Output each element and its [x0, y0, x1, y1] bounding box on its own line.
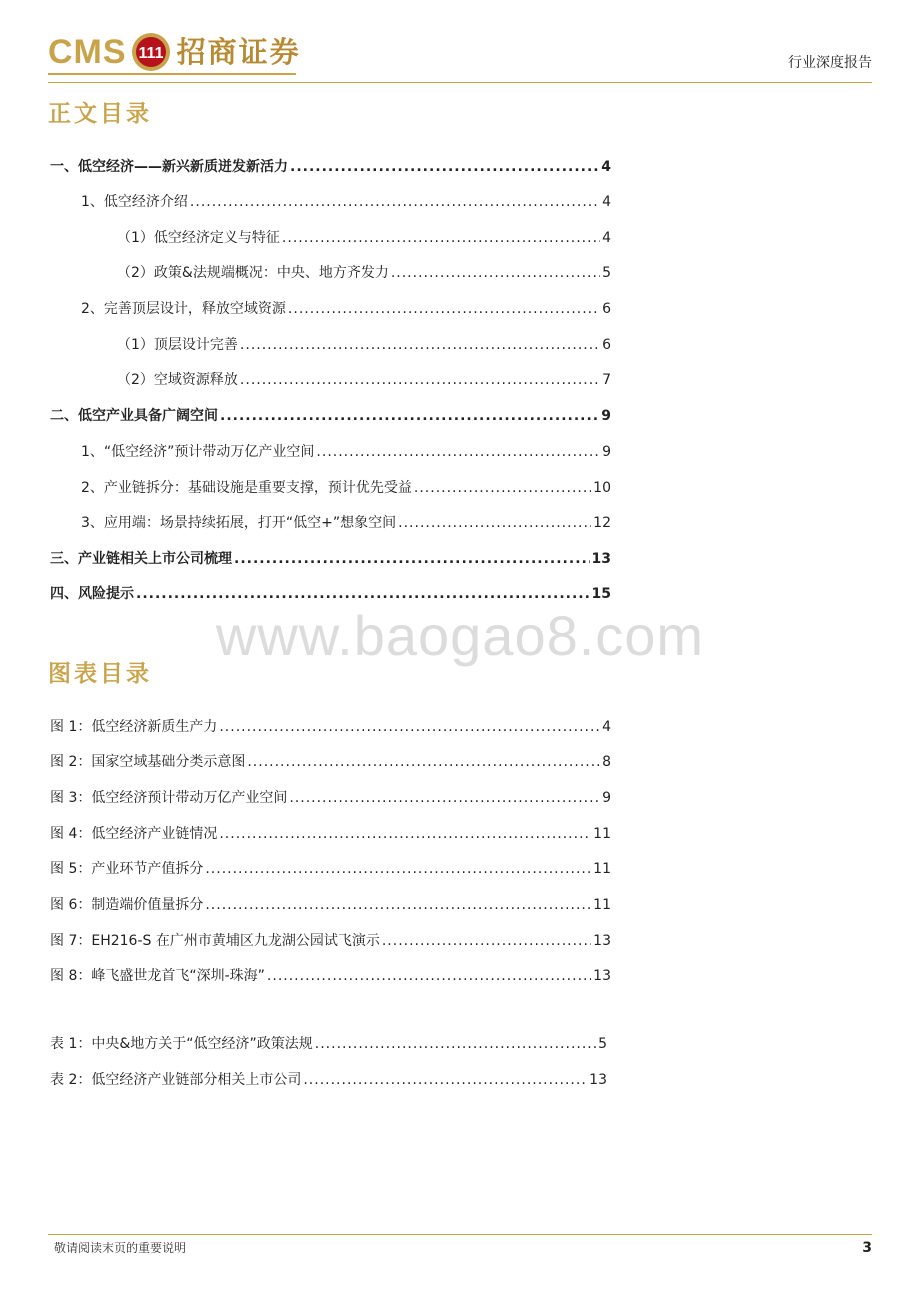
- toc-entry-page: 9: [602, 444, 611, 460]
- leader-dots: [267, 967, 591, 985]
- logo-badge-text: 111: [138, 45, 164, 62]
- leader-dots: [315, 1035, 596, 1053]
- figure-entry[interactable]: [50, 718, 611, 736]
- toc-entry-label: 一、低空经济——新兴新质迸发新活力: [50, 159, 288, 175]
- toc-entry[interactable]: [81, 514, 611, 532]
- leader-dots: [190, 193, 600, 211]
- toc-entry-page: 4: [602, 194, 611, 210]
- figure-entry[interactable]: [50, 967, 611, 985]
- leader-dots: [303, 1071, 587, 1089]
- watermark: www.baogao8.com: [215, 604, 705, 667]
- toc-entry-page: 4: [601, 159, 611, 175]
- table-entry[interactable]: [50, 1035, 607, 1053]
- toc-entry-page: 5: [602, 265, 611, 281]
- leader-dots: [290, 158, 599, 176]
- figures-title: 图表目录: [48, 660, 152, 687]
- figure-entry-page: 13: [593, 968, 611, 984]
- figure-entry[interactable]: [50, 789, 611, 807]
- leader-dots: [282, 229, 600, 247]
- toc-entry-label: 四、风险提示: [50, 586, 134, 602]
- leader-dots: [205, 896, 591, 914]
- leader-dots: [247, 753, 600, 771]
- figure-entry-page: 9: [602, 790, 611, 806]
- logo-underline: [48, 73, 296, 75]
- toc-entry-label: （1）顶层设计完善: [117, 337, 238, 353]
- figure-entry-label: 图 5：产业环节产值拆分: [50, 861, 204, 877]
- toc-entry-label: 1、“低空经济”预计带动万亿产业空间: [81, 444, 315, 460]
- cms-logo: [48, 30, 301, 74]
- toc-entry-page: 10: [593, 480, 611, 496]
- leader-dots: [219, 718, 600, 736]
- toc-entry[interactable]: [50, 158, 611, 176]
- figure-entry-label: 图 2：国家空域基础分类示意图: [50, 754, 246, 770]
- toc-entry-label: 三、产业链相关上市公司梳理: [50, 551, 232, 567]
- toc-entry-page: 15: [591, 586, 611, 602]
- report-type: 行业深度报告: [788, 55, 872, 71]
- toc-entry-page: 12: [593, 515, 611, 531]
- leader-dots: [288, 300, 600, 318]
- toc-entry[interactable]: [50, 585, 611, 603]
- figure-entry[interactable]: [50, 896, 611, 914]
- toc-entry[interactable]: [81, 443, 611, 461]
- figure-entry-label: 图 4：低空经济产业链情况: [50, 826, 218, 842]
- toc-entry-label: 2、完善顶层设计，释放空域资源: [81, 301, 286, 317]
- figure-entry-label: 图 3：低空经济预计带动万亿产业空间: [50, 790, 288, 806]
- leader-dots: [316, 443, 600, 461]
- toc-entry[interactable]: [81, 193, 611, 211]
- page-number: 3: [862, 1240, 872, 1256]
- logo-cms-text: CMS: [48, 33, 127, 71]
- toc-entry-label: （1）低空经济定义与特征: [117, 230, 280, 246]
- leader-dots: [382, 932, 591, 950]
- leader-dots: [414, 479, 591, 497]
- leader-dots: [240, 371, 600, 389]
- figure-entry-label: 图 8：峰飞盛世龙首飞“深圳-珠海”: [50, 968, 265, 984]
- toc-entry[interactable]: [81, 479, 611, 497]
- table-entry-label: 表 2：低空经济产业链部分相关上市公司: [50, 1072, 302, 1088]
- figure-entry-label: 图 1：低空经济新质生产力: [50, 719, 218, 735]
- leader-dots: [219, 825, 591, 843]
- figure-entry-page: 11: [593, 861, 611, 877]
- figure-entry-page: 4: [602, 719, 611, 735]
- leader-dots: [289, 789, 600, 807]
- toc-entry[interactable]: [117, 264, 611, 282]
- toc-entry-label: 1、低空经济介绍: [81, 194, 188, 210]
- table-entry-page: 5: [598, 1036, 607, 1052]
- figure-entry[interactable]: [50, 932, 611, 950]
- toc-title: 正文目录: [48, 100, 152, 127]
- leader-dots: [205, 860, 591, 878]
- footer-note: 敬请阅读末页的重要说明: [54, 1241, 187, 1255]
- leader-dots: [391, 264, 600, 282]
- footer-divider: [48, 1234, 872, 1235]
- figure-entry-page: 11: [593, 826, 611, 842]
- figure-entry-label: 图 7：EH216-S 在广州市黄埔区九龙湖公园试飞演示: [50, 933, 380, 949]
- figure-entry-label: 图 6：制造端价值量拆分: [50, 897, 204, 913]
- toc-entry[interactable]: [117, 371, 611, 389]
- toc-entry[interactable]: [117, 336, 611, 354]
- page-header: [0, 0, 920, 84]
- toc-entry-label: 2、产业链拆分：基础设施是重要支撑，预计优先受益: [81, 480, 412, 496]
- figure-entry[interactable]: [50, 753, 611, 771]
- table-entry-label: 表 1：中央&地方关于“低空经济”政策法规: [50, 1036, 313, 1052]
- leader-dots: [234, 550, 590, 568]
- toc-entry[interactable]: [81, 300, 611, 318]
- toc-entry-label: 二、低空产业具备广阔空间: [50, 408, 218, 424]
- figure-entry-page: 8: [602, 754, 611, 770]
- leader-dots: [136, 585, 590, 603]
- toc-entry-label: （2）空域资源释放: [117, 372, 238, 388]
- figure-entry[interactable]: [50, 825, 611, 843]
- logo-badge-icon: [131, 32, 171, 72]
- header-divider: [48, 82, 872, 83]
- table-entry-page: 13: [589, 1072, 607, 1088]
- figure-entry[interactable]: [50, 860, 611, 878]
- leader-dots: [220, 407, 599, 425]
- toc-entry[interactable]: [50, 407, 611, 425]
- logo-cn-text: 招商证券: [176, 35, 301, 69]
- toc-entry-page: 6: [602, 337, 611, 353]
- figure-entry-page: 13: [593, 933, 611, 949]
- leader-dots: [240, 336, 600, 354]
- toc-entry[interactable]: [117, 229, 611, 247]
- figure-entry-page: 11: [593, 897, 611, 913]
- toc-entry-page: 4: [602, 230, 611, 246]
- toc-entry-label: 3、应用端：场景持续拓展，打开“低空+”想象空间: [81, 515, 397, 531]
- leader-dots: [398, 514, 591, 532]
- toc-entry[interactable]: [50, 550, 611, 568]
- table-entry[interactable]: [50, 1071, 607, 1089]
- toc-entry-page: 13: [591, 551, 611, 567]
- toc-entry-label: （2）政策&法规端概况：中央、地方齐发力: [117, 265, 389, 281]
- toc-entry-page: 7: [602, 372, 611, 388]
- toc-entry-page: 6: [602, 301, 611, 317]
- toc-entry-page: 9: [601, 408, 611, 424]
